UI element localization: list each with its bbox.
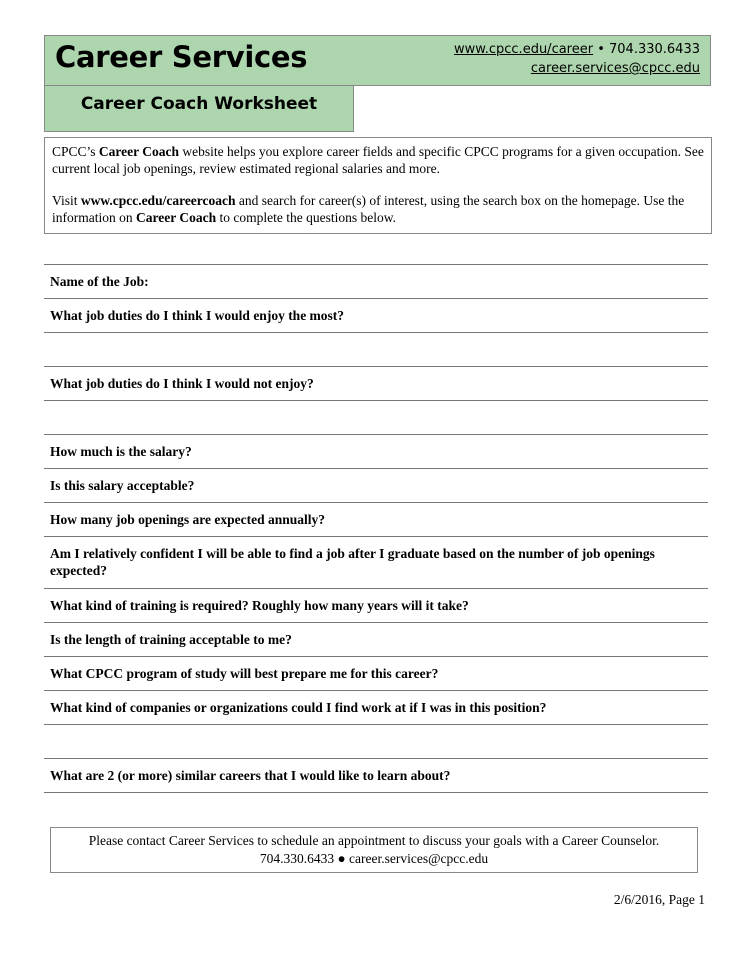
email-link[interactable]: career.services@cpcc.edu — [530, 61, 700, 76]
contact-phone: 704.330.6433 — [259, 851, 335, 866]
text: website helps you explore career fields and specific CPCC programs for a given occupation. See current local job openings, review estimated regional salaries and more. — [52, 144, 704, 176]
question-label: Is this salary acceptable? — [50, 478, 195, 493]
intro-paragraph-1 — [52, 143, 704, 177]
text-bold: Career Coach — [136, 210, 217, 225]
worksheet-title: Career Coach Worksheet — [80, 94, 318, 114]
text-bold: www.cpcc.edu/careercoach — [80, 193, 236, 208]
header-banner — [44, 35, 711, 86]
contact-email: career.services@cpcc.edu — [349, 851, 489, 866]
question-list — [44, 264, 708, 793]
question-row — [44, 537, 708, 589]
question-row — [44, 589, 708, 623]
text: to complete the questions below. — [216, 210, 396, 225]
question-label: What job duties do I think I would enjoy the most? — [50, 308, 345, 323]
question-label: Name of the Job: — [50, 274, 149, 289]
intro-paragraph-2 — [52, 192, 704, 226]
header-contact — [454, 40, 700, 78]
answer-line[interactable] — [44, 333, 708, 367]
question-label: What are 2 (or more) similar careers that I would like to learn about? — [50, 768, 451, 783]
website-link[interactable]: www.cpcc.edu/career — [454, 42, 594, 57]
contact-box — [50, 827, 698, 873]
question-row — [44, 469, 708, 503]
question-label: How many job openings are expected annually? — [50, 512, 326, 527]
question-label: What kind of companies or organizations could I find work at if I was in this position? — [50, 700, 547, 715]
question-row — [44, 265, 708, 299]
question-label: How much is the salary? — [50, 444, 192, 459]
text: CPCC’s — [52, 144, 99, 159]
question-row — [44, 623, 708, 657]
intro-box — [44, 137, 712, 234]
question-row — [44, 759, 708, 793]
question-label: Am I relatively confident I will be able to find a job after I graduate based on the number of job openings expected? — [50, 546, 655, 578]
text-bold: Career Coach — [98, 144, 180, 159]
question-row — [44, 503, 708, 537]
page-footer: 2/6/2016, Page 1 — [613, 892, 705, 907]
bullet: ● — [334, 851, 350, 866]
question-row — [44, 367, 708, 401]
question-row — [44, 657, 708, 691]
contact-line — [51, 850, 697, 868]
answer-line[interactable] — [44, 401, 708, 435]
text: Visit — [52, 193, 81, 208]
question-label: What kind of training is required? Roughly how many years will it take? — [50, 598, 469, 613]
text: and search for career(s) of interest, using the search box on the homepage. Use the information on — [52, 193, 685, 225]
question-label: What job duties do I think I would not enjoy? — [50, 376, 314, 391]
contact-message: Please contact Career Services to schedule an appointment to discuss your goals with a Career Counselor. — [88, 833, 660, 848]
header-phone: 704.330.6433 — [609, 42, 700, 57]
question-label: What CPCC program of study will best prepare me for this career? — [50, 666, 439, 681]
subtitle-banner — [44, 85, 354, 132]
page-title: Career Services — [55, 40, 308, 74]
question-row — [44, 435, 708, 469]
question-label: Is the length of training acceptable to me? — [50, 632, 292, 647]
separator: • — [593, 42, 610, 57]
question-row — [44, 299, 708, 333]
question-row — [44, 691, 708, 725]
answer-line[interactable] — [44, 725, 708, 759]
